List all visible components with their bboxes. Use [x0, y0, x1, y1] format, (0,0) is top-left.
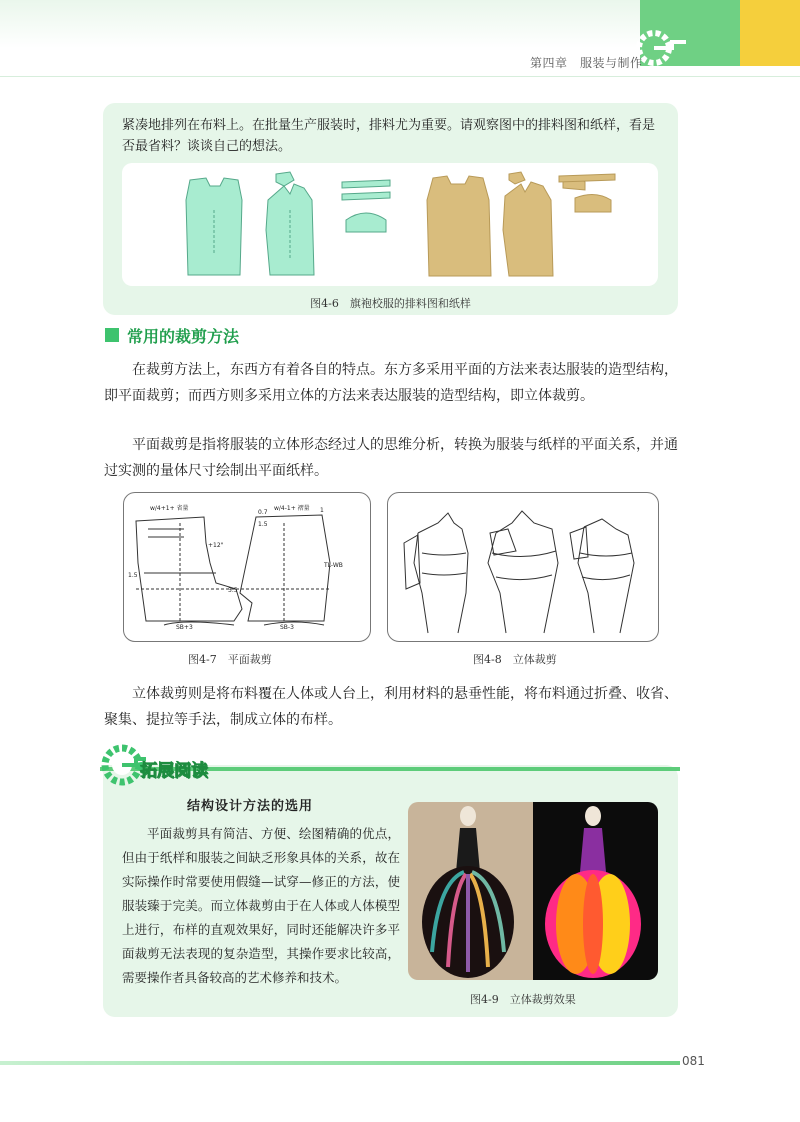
- label-back-waist: w/4-1+ 褶量: [274, 505, 310, 512]
- page-number: 081: [682, 1054, 705, 1068]
- header-rule: [0, 76, 800, 77]
- section-title: 常用的裁剪方法: [127, 327, 240, 346]
- label-1-5-top: 1.5: [258, 521, 268, 528]
- figure-4-6-caption: 图4-6 旗袍校服的排料图和纸样: [310, 297, 471, 310]
- label-1: 1: [320, 507, 324, 514]
- label-sb-plus-3: SB+3: [176, 624, 193, 631]
- flat-pattern-drafting-diagram: [124, 493, 370, 641]
- label-sb-minus-3: SB-3: [280, 624, 294, 631]
- paragraph-flat-cutting: 平面裁剪是指将服装的立体形态经过人的思维分析，转换为服装与纸样的平面关系，并通过实测的量体尺寸绘制出平面纸样。: [104, 437, 678, 479]
- figure-4-8-caption: 图4-8 立体裁剪: [473, 653, 557, 666]
- marker-layout-diagram: [180, 170, 420, 282]
- figure-4-7-caption: 图4-7 平面裁剪: [188, 653, 272, 666]
- label-front-waist: w/4+1+ 省量: [150, 505, 189, 512]
- flat-cutting-figure: [123, 492, 371, 642]
- draping-effect-photo: [408, 802, 658, 980]
- extended-reading-label: 拓展阅读: [140, 761, 208, 781]
- label-1-5-side: 1.5: [128, 572, 138, 579]
- draped-gown-illustration: [408, 802, 658, 980]
- label-0-7: 0.7: [258, 509, 268, 516]
- activity-text: 紧凑地排列在布料上。在批量生产服装时，排料尤为重要。请观察图中的排料图和纸样，看是否最省料？谈谈自己的想法。: [122, 118, 656, 154]
- header-yellow-block: [740, 0, 800, 66]
- extended-reading-text: 平面裁剪具有简洁、方便、绘图精确的优点，但由于纸样和服装之间缺乏形象具体的关系，故在实际操作时常要使用假缝—试穿—修正的方法，使服装臻于完美。而立体裁剪由于在人体或人体模型上进行，布样的直观效果好，同时还能解决许多平面裁剪无法表现的复杂造型，其操作要求比较高，需要操作者具备较高的艺术修养和技术。: [122, 826, 400, 985]
- paper-pattern-photo: [425, 170, 655, 282]
- label-3-5: 3.5: [228, 587, 238, 594]
- footer-rule: [0, 1061, 680, 1065]
- chapter-title: 第四章 服装与制作: [530, 56, 643, 70]
- label-tl-wb: TL-WB: [324, 562, 343, 569]
- paragraph-draping: 立体裁剪则是将布料覆在人体或人台上，利用材料的悬垂性能，将布料通过折叠、收省、聚集、提拉等手法，制成立体的布样。: [104, 686, 678, 728]
- dress-form-draping-diagram: [388, 493, 658, 641]
- label-plus-12: +12": [208, 542, 224, 549]
- paragraph-cutting-methods: 在裁剪方法上，东西方有着各自的特点。东方多采用平面的方法来表达服装的造型结构，即平面裁剪；而西方则多采用立体的方法来表达服装的造型结构，即立体裁剪。: [104, 362, 678, 404]
- extended-reading-subtitle: 结构设计方法的选用: [187, 799, 314, 814]
- section-marker: [105, 328, 119, 342]
- draping-figure: [387, 492, 659, 642]
- figure-4-9-caption: 图4-9 立体裁剪效果: [470, 993, 576, 1006]
